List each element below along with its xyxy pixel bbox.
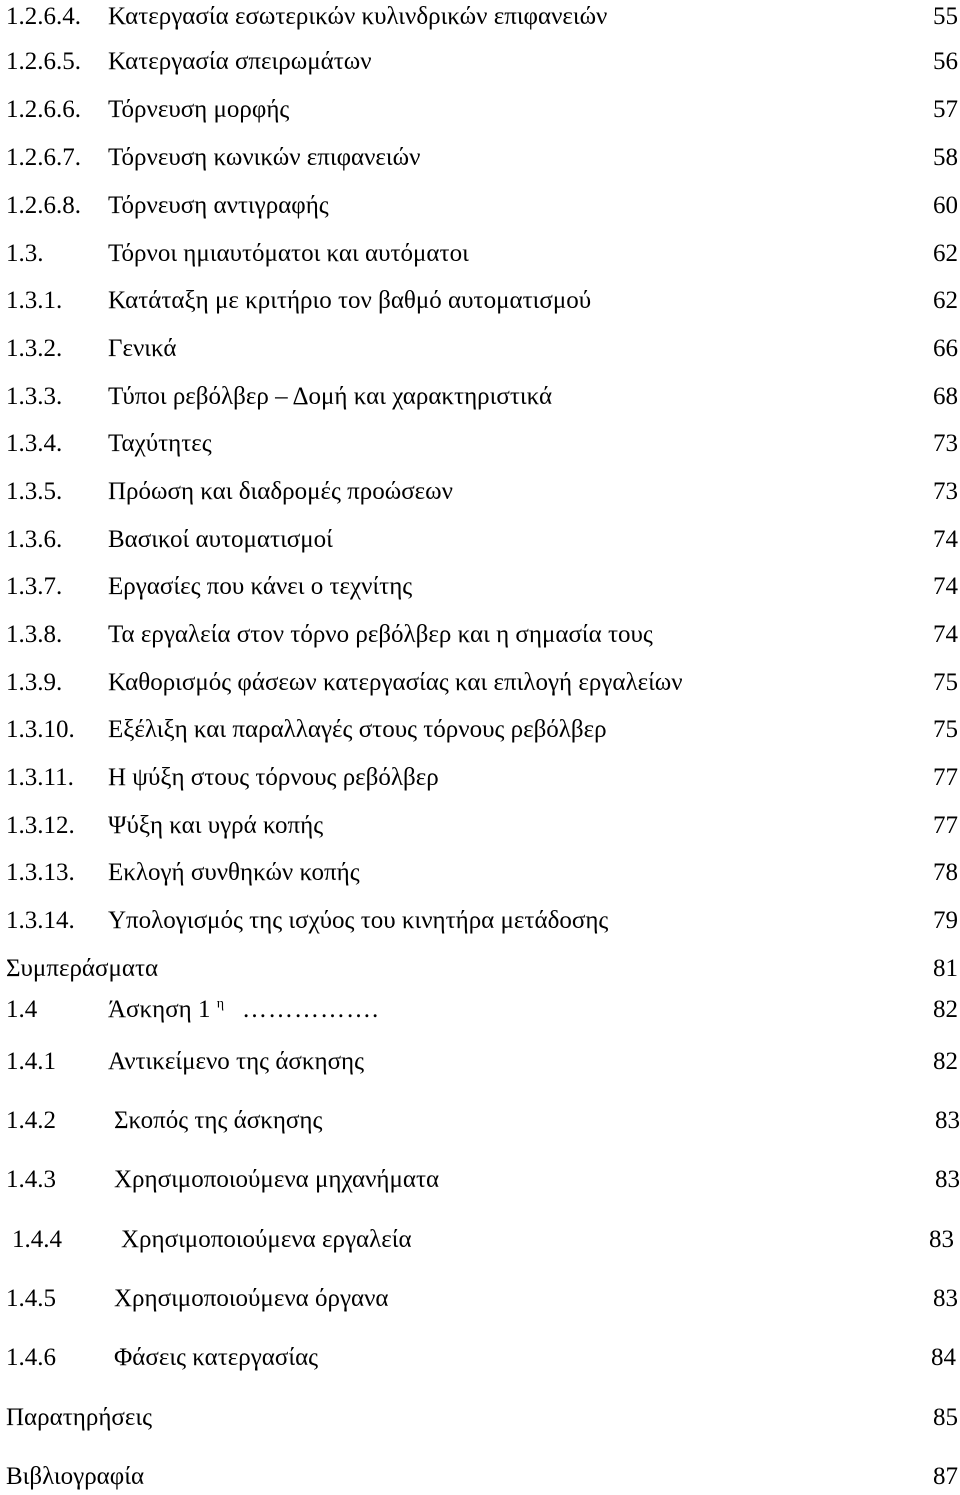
- toc-entry-page: 87: [933, 1463, 958, 1490]
- toc-entry-number: 1.3.12.: [6, 812, 75, 839]
- toc-entry: [0, 475, 960, 509]
- toc-entry: [0, 284, 960, 318]
- toc-entry: [0, 570, 960, 604]
- toc-entry-title: Τόρνοι ημιαυτόματοι και αυτόματοι: [108, 240, 469, 267]
- toc-entry: [0, 1104, 960, 1138]
- toc-entry-page: 83: [929, 1226, 954, 1253]
- toc-entry-number: 1.4.4: [12, 1226, 62, 1253]
- toc-entry: [0, 93, 960, 127]
- toc-entry-number: 1.4.5: [6, 1285, 56, 1312]
- toc-entry-number: 1.4.2: [6, 1107, 56, 1134]
- toc-entry-page: 75: [933, 716, 958, 743]
- toc-entry-title: Ταχύτητες: [108, 430, 212, 457]
- toc-entry-title: Συμπεράσματα: [6, 955, 159, 982]
- toc-entry-number: 1.3.3.: [6, 383, 63, 410]
- toc-entry-title: Κατεργασία εσωτερικών κυλινδρικών επιφανειών: [108, 3, 608, 30]
- toc-entry-title: Ψύξη και υγρά κοπής: [108, 812, 324, 839]
- toc-entry-page: 81: [933, 955, 958, 982]
- toc-entry: [0, 1163, 960, 1197]
- toc-entry-number: 1.3.6.: [6, 526, 63, 553]
- toc-entry-title: Κατάταξη με κριτήριο τον βαθμό αυτοματισμού: [108, 287, 592, 314]
- toc-entry-title: Εξέλιξη και παραλλαγές στους τόρνους ρεβόλβερ: [108, 716, 607, 743]
- toc-entry-number: 1.3.1.: [6, 287, 63, 314]
- toc-entry-title: Τόρνευση μορφής: [108, 96, 290, 123]
- toc-entry-title: Η ψύξη στους τόρνους ρεβόλβερ: [108, 764, 439, 791]
- toc-entry-page: 68: [933, 383, 958, 410]
- toc-entry: [0, 332, 960, 366]
- toc-entry: [0, 809, 960, 843]
- toc-entry-title: Τόρνευση αντιγραφής: [108, 192, 329, 219]
- toc-entry-number: 1.2.6.7.: [6, 144, 81, 171]
- toc-entry-page: 57: [933, 96, 958, 123]
- toc-entry-page: 74: [933, 526, 958, 553]
- toc-entry-page: 77: [933, 812, 958, 839]
- toc-entry-title: Εργασίες που κάνει ο τεχνίτης: [108, 573, 413, 600]
- toc-entry-page: 73: [933, 430, 958, 457]
- toc-entry-number: 1.3.4.: [6, 430, 63, 457]
- toc-entry-number: 1.3.9.: [6, 669, 63, 696]
- exercise-title-text: Άσκηση 1: [108, 996, 211, 1023]
- toc-entry: [0, 713, 960, 747]
- toc-entry-title: Χρησιμοποιούμενα εργαλεία: [121, 1226, 412, 1253]
- toc-entry-title: Τύποι ρεβόλβερ – Δομή και χαρακτηριστικά: [108, 383, 553, 410]
- exercise-superscript: η: [216, 996, 225, 1012]
- toc-entry: [0, 237, 960, 271]
- toc-entry-number: 1.3.2.: [6, 335, 63, 362]
- toc-entry: [0, 427, 960, 461]
- toc-entry-number: 1.3.13.: [6, 859, 75, 886]
- toc-entry-number: 1.3.5.: [6, 478, 63, 505]
- toc-entry-page: 74: [933, 573, 958, 600]
- toc-entry: [0, 904, 960, 938]
- toc-entry-number: 1.3.10.: [6, 716, 75, 743]
- toc-entry: [0, 666, 960, 700]
- toc-entry-number: 1.2.6.8.: [6, 192, 81, 219]
- toc-entry-number: 1.3.7.: [6, 573, 63, 600]
- toc-entry-page: 58: [933, 144, 958, 171]
- toc-entry: [0, 1282, 960, 1316]
- toc-entry-page: 55: [933, 3, 958, 30]
- toc-entry-title: Βιβλιογραφία: [6, 1463, 145, 1490]
- toc-entry-title: Τα εργαλεία στον τόρνο ρεβόλβερ και η σημασία τους: [108, 621, 653, 648]
- toc-entry-page: 74: [933, 621, 958, 648]
- toc-entry-title: Παρατηρήσεις: [6, 1404, 152, 1431]
- toc-entry-page: 62: [933, 287, 958, 314]
- toc-entry-page: 79: [933, 907, 958, 934]
- toc-entry-title: Καθορισμός φάσεων κατεργασίας και επιλογή εργαλείων: [108, 669, 683, 696]
- toc-entry-title: Πρόωση και διαδρομές προώσεων: [108, 478, 453, 505]
- toc-entry-title: Φάσεις κατεργασίας: [114, 1344, 319, 1371]
- toc-entry: [0, 1045, 960, 1079]
- toc-entry-title: Εκλογή συνθηκών κοπής: [108, 859, 360, 886]
- toc-entry-page: 78: [933, 859, 958, 886]
- toc-entry-number: 1.2.6.5.: [6, 48, 81, 75]
- toc-entry: [0, 189, 960, 223]
- toc-entry-number: 1.3.11.: [6, 764, 74, 791]
- toc-entry: [0, 856, 960, 890]
- toc-entry-page: 60: [933, 192, 958, 219]
- toc-entry-title: Αντικείμενο της άσκησης: [108, 1048, 365, 1075]
- toc-entry-page: 83: [933, 1285, 958, 1312]
- toc-entry-title: Βασικοί αυτοματισμοί: [108, 526, 333, 553]
- toc-entry-number: 1.3.8.: [6, 621, 63, 648]
- toc-entry: [0, 523, 960, 557]
- toc-entry-title: [108, 993, 224, 1027]
- toc-leader-dots: …………….: [242, 996, 380, 1023]
- toc-conclusions: [0, 952, 960, 986]
- toc-entry-title: Σκοπός της άσκησης: [114, 1107, 323, 1134]
- toc-entry-title: Κατεργασία σπειρωμάτων: [108, 48, 372, 75]
- toc-entry-number: 1.4.1: [6, 1048, 56, 1075]
- toc-entry: [0, 380, 960, 414]
- toc-entry-title: Υπολογισμός της ισχύος του κινητήρα μετάδοσης: [108, 907, 609, 934]
- toc-entry: [0, 1341, 960, 1375]
- toc-entry-number: 1.3.: [6, 240, 44, 267]
- toc-entry-number: 1.3.14.: [6, 907, 75, 934]
- toc-entry: [0, 0, 960, 34]
- toc-entry-number: 1.2.6.6.: [6, 96, 81, 123]
- toc-observations: [0, 1401, 960, 1435]
- toc-entry-page: 82: [933, 996, 958, 1023]
- toc-bibliography: [0, 1460, 960, 1494]
- toc-entry: [0, 1223, 960, 1257]
- toc-entry-page: 56: [933, 48, 958, 75]
- toc-entry: [0, 618, 960, 652]
- toc-entry-page: 85: [933, 1404, 958, 1431]
- toc-entry-page: 75: [933, 669, 958, 696]
- toc-entry-page: 62: [933, 240, 958, 267]
- toc-entry-title: Γενικά: [108, 335, 177, 362]
- toc-entry-number: 1.4: [6, 996, 38, 1023]
- toc-entry: [0, 45, 960, 79]
- toc-entry: [0, 761, 960, 795]
- toc-entry-page: 83: [935, 1166, 960, 1193]
- toc-entry-page: 77: [933, 764, 958, 791]
- toc-entry-title: Χρησιμοποιούμενα μηχανήματα: [114, 1166, 440, 1193]
- toc-entry-number: 1.2.6.4.: [6, 3, 81, 30]
- toc-entry-page: 84: [931, 1344, 956, 1371]
- toc-entry-page: 73: [933, 478, 958, 505]
- toc-entry-title: Τόρνευση κωνικών επιφανειών: [108, 144, 421, 171]
- toc-entry-number: 1.4.3: [6, 1166, 56, 1193]
- toc-exercise: [0, 993, 960, 1027]
- toc-entry-page: 82: [933, 1048, 958, 1075]
- toc-entry-title: Χρησιμοποιούμενα όργανα: [114, 1285, 389, 1312]
- toc-entry-number: 1.4.6: [6, 1344, 56, 1371]
- toc-entry: [0, 141, 960, 175]
- toc-entry-page: 83: [935, 1107, 960, 1134]
- toc-entry-page: 66: [933, 335, 958, 362]
